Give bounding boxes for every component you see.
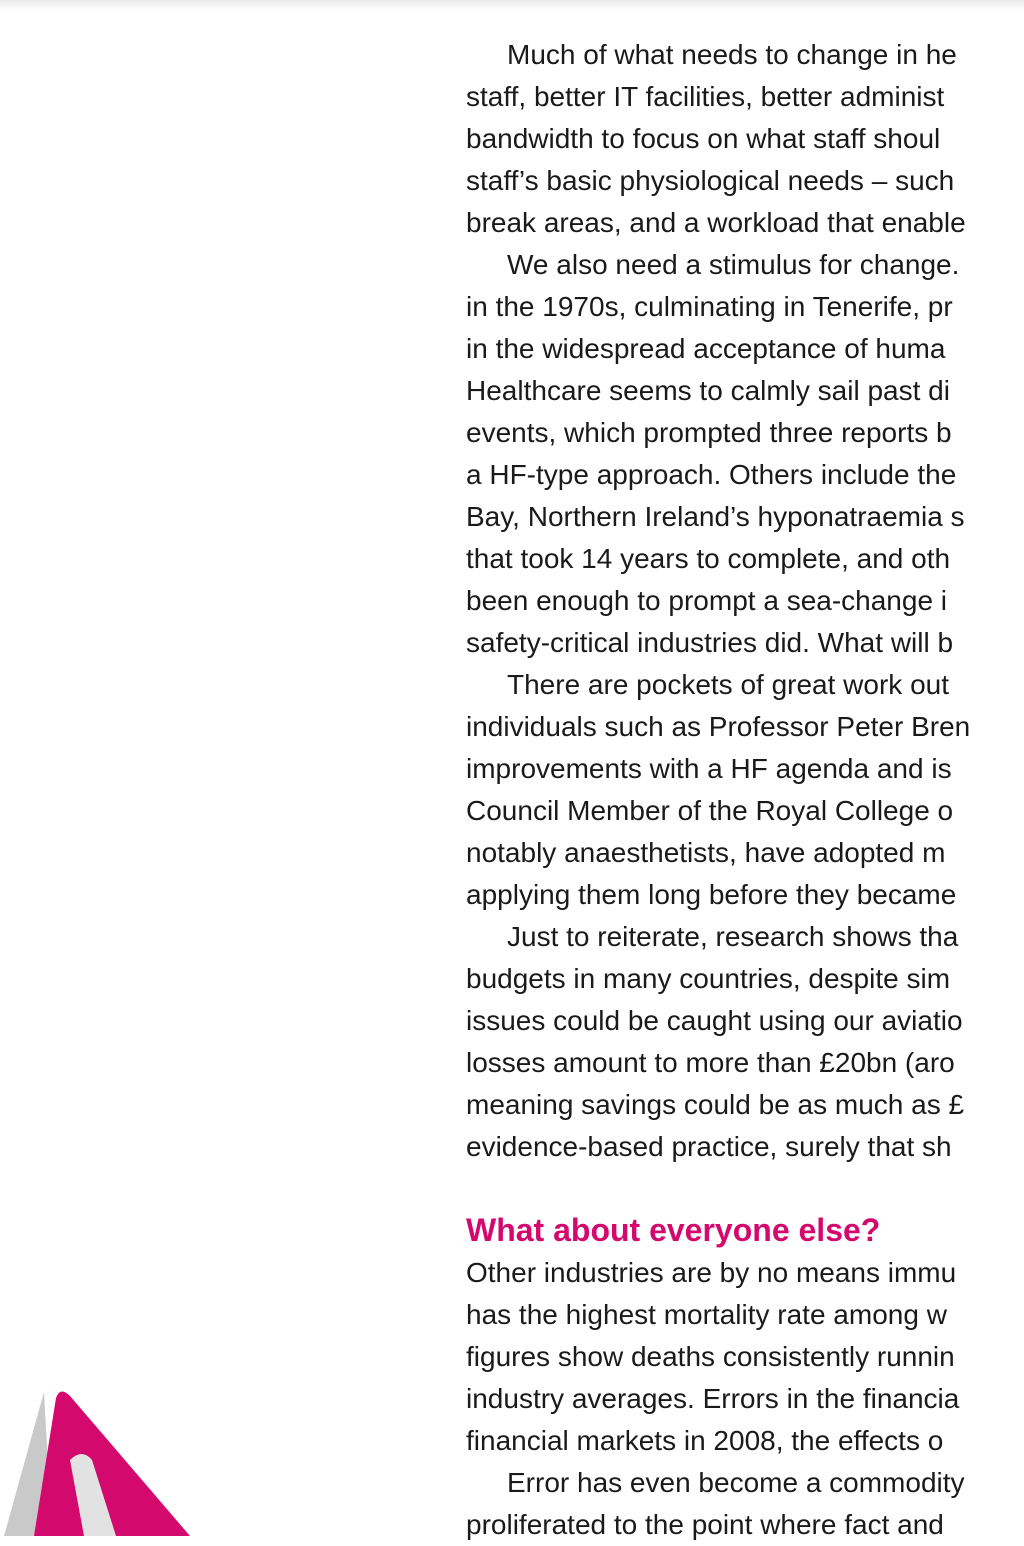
paragraph (466, 1462, 1024, 1546)
text-line: Healthcare seems to calmly sail past di (466, 375, 950, 406)
text-line: figures show deaths consistently runnin (466, 1341, 955, 1372)
text-line: notably anaesthetists, have adopted m (466, 837, 946, 868)
text-line: budgets in many countries, despite sim (466, 963, 951, 994)
text-line: safety-critical industries did. What will b (466, 627, 954, 658)
text-line: individuals such as Professor Peter Bren (466, 711, 971, 742)
page-top-shadow (0, 0, 1024, 10)
article-column (466, 34, 1024, 1546)
text-line: in the 1970s, culminating in Tenerife, pr (466, 291, 953, 322)
paragraph (466, 916, 1024, 1168)
text-line: Much of what needs to change in he (507, 39, 957, 70)
text-line: break areas, and a workload that enable (466, 207, 966, 238)
text-line: financial markets in 2008, the effects o (466, 1425, 944, 1456)
text-line: meaning savings could be as much as £ (466, 1089, 965, 1120)
text-line: improvements with a HF agenda and is (466, 753, 952, 784)
paragraph (466, 34, 1024, 244)
text-line: staff’s basic physiological needs – such (466, 165, 955, 196)
text-line: There are pockets of great work out (507, 669, 949, 700)
text-line: Just to reiterate, research shows tha (507, 921, 959, 952)
text-line: that took 14 years to complete, and oth (466, 543, 951, 574)
text-line: Error has even become a commodity (507, 1467, 965, 1498)
text-line: industry averages. Errors in the financia (466, 1383, 960, 1414)
text-line: We also need a stimulus for change. (507, 249, 960, 280)
text-line: evidence-based practice, surely that sh (466, 1131, 952, 1162)
text-line: been enough to prompt a sea-change i (466, 585, 948, 616)
section-heading: What about everyone else? (466, 1212, 881, 1248)
text-line: bandwidth to focus on what staff shoul (466, 123, 941, 154)
text-line: Bay, Northern Ireland’s hyponatraemia s (466, 501, 965, 532)
section-body (466, 1252, 1024, 1546)
text-line: staff, better IT facilities, better administ (466, 81, 945, 112)
paragraph (466, 664, 1024, 916)
text-line: proliferated to the point where fact and (466, 1509, 944, 1540)
text-line: events, which prompted three reports b (466, 417, 952, 448)
text-line: in the widespread acceptance of huma (466, 333, 946, 364)
text-line: Other industries are by no means immu (466, 1257, 957, 1288)
text-line: losses amount to more than £20bn (aro (466, 1047, 955, 1078)
text-line: applying them long before they became (466, 879, 957, 910)
text-line: issues could be caught using our aviatio (466, 1005, 963, 1036)
text-line: has the highest mortality rate among w (466, 1299, 947, 1330)
article-body (466, 34, 1024, 1168)
paragraph (466, 1252, 1024, 1462)
text-line: a HF-type approach. Others include the (466, 459, 957, 490)
text-line: Council Member of the Royal College o (466, 795, 954, 826)
warning-triangle-icon (0, 1380, 190, 1536)
paragraph (466, 244, 1024, 664)
